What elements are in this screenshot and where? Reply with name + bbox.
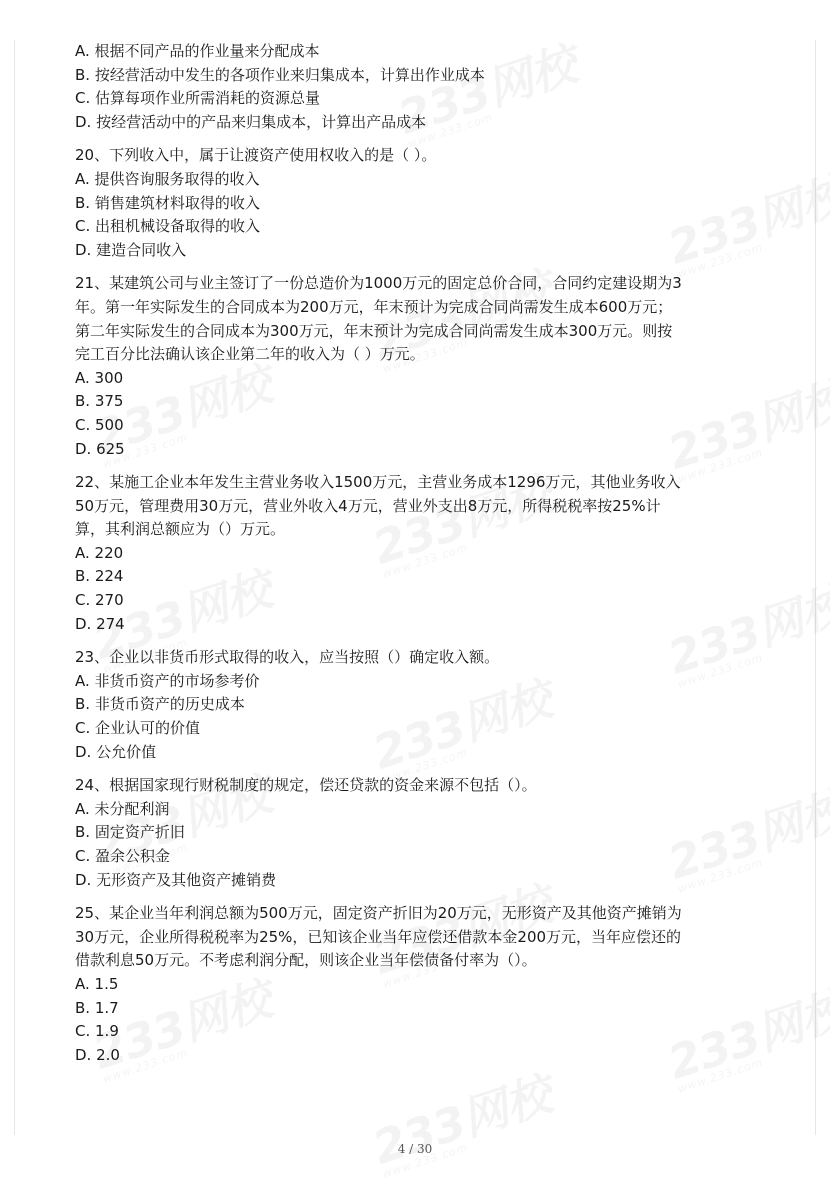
question-stem: 23、企业以非货币形式取得的收入，应当按照（）确定收入额。 [75,648,500,667]
option-a: A. 1.5 [75,974,119,993]
question-19-options [75,40,765,134]
option-d: D. 按经营活动中的产品来归集成本，计算出产品成本 [75,112,427,131]
question-stem: 24、根据国家现行财税制度的规定，偿还贷款的资金来源不包括（）。 [75,776,537,795]
option-a: A. 300 [75,368,124,387]
page-number: 4 / 30 [397,1142,433,1156]
page-edge-left [14,40,15,1135]
option-d: D. 274 [75,614,125,633]
option-d: D. 无形资产及其他资产摊销费 [75,870,277,889]
option-b: B. 销售建筑材料取得的收入 [75,193,260,212]
option-b: B. 按经营活动中发生的各项作业来归集成本，计算出作业成本 [75,65,485,84]
question-22 [75,471,765,636]
option-c: C. 企业认可的价值 [75,719,201,738]
option-d: D. 公允价值 [75,742,157,761]
question-stem-line: 25、某企业当年利润总额为500万元，固定资产折旧为20万元，无形资产及其他资产摊销为 [75,904,682,923]
question-25 [75,902,765,1067]
question-stem-line: 借款利息50万元。不考虑利润分配，则该企业当年偿债备付率为（）。 [75,951,537,970]
option-c: C. 500 [75,415,124,434]
option-d: D. 625 [75,439,125,458]
option-b: B. 非货币资产的历史成本 [75,695,245,714]
option-c: C. 出租机械设备取得的收入 [75,217,261,236]
question-23 [75,646,765,764]
option-a: A. 220 [75,543,124,562]
option-a: A. 非货币资产的市场参考价 [75,671,260,690]
option-a: A. 根据不同产品的作业量来分配成本 [75,42,320,60]
question-stem-line: 21、某建筑公司与业主签订了一份总造价为1000万元的固定总价合同，合同约定建设期为3 [75,274,682,293]
document-body [75,40,765,1067]
question-stem-line: 22、某施工企业本年发生主营业务收入1500万元，主营业务成本1296万元，其他业务收入 [75,473,681,492]
option-a: A. 提供咨询服务取得的收入 [75,169,260,188]
question-stem-line: 完工百分比法确认该企业第二年的收入为（ ）万元。 [75,345,425,364]
question-24 [75,774,765,892]
option-b: B. 1.7 [75,998,119,1017]
question-stem-line: 30万元，企业所得税税率为25%，已知该企业当年应偿还借款本金200万元，当年应偿还的 [75,927,682,946]
question-20 [75,144,765,262]
option-d: D. 2.0 [75,1045,120,1064]
question-21 [75,272,765,461]
option-b: B. 224 [75,567,124,586]
option-a: A. 未分配利润 [75,799,170,818]
page-edge-right [815,40,816,1135]
option-c: C. 盈余公积金 [75,847,171,865]
option-c: C. 1.9 [75,1022,119,1041]
question-stem-line: 算，其利润总额应为（）万元。 [75,520,286,539]
option-d: D. 建造合同收入 [75,240,187,259]
question-stem-line: 年。第一年实际发生的合同成本为200万元，年末预计为完成合同尚需发生成本600万元； [75,297,673,316]
question-stem-line: 50万元，管理费用30万元，营业外收入4万元，营业外支出8万元，所得税税率按25%计 [75,496,661,515]
option-b: B. 固定资产折旧 [75,823,185,842]
option-c: C. 270 [75,591,124,610]
question-stem: 20、下列收入中，属于让渡资产使用权收入的是（ ）。 [75,146,437,165]
watermark [364,1058,559,1180]
option-c: C. 估算每项作业所需消耗的资源总量 [75,89,321,108]
option-b: B. 375 [75,392,124,411]
question-stem-line: 第二年实际发生的合同成本为300万元，年末预计为完成合同尚需发生成本300万元。则按 [75,321,673,340]
